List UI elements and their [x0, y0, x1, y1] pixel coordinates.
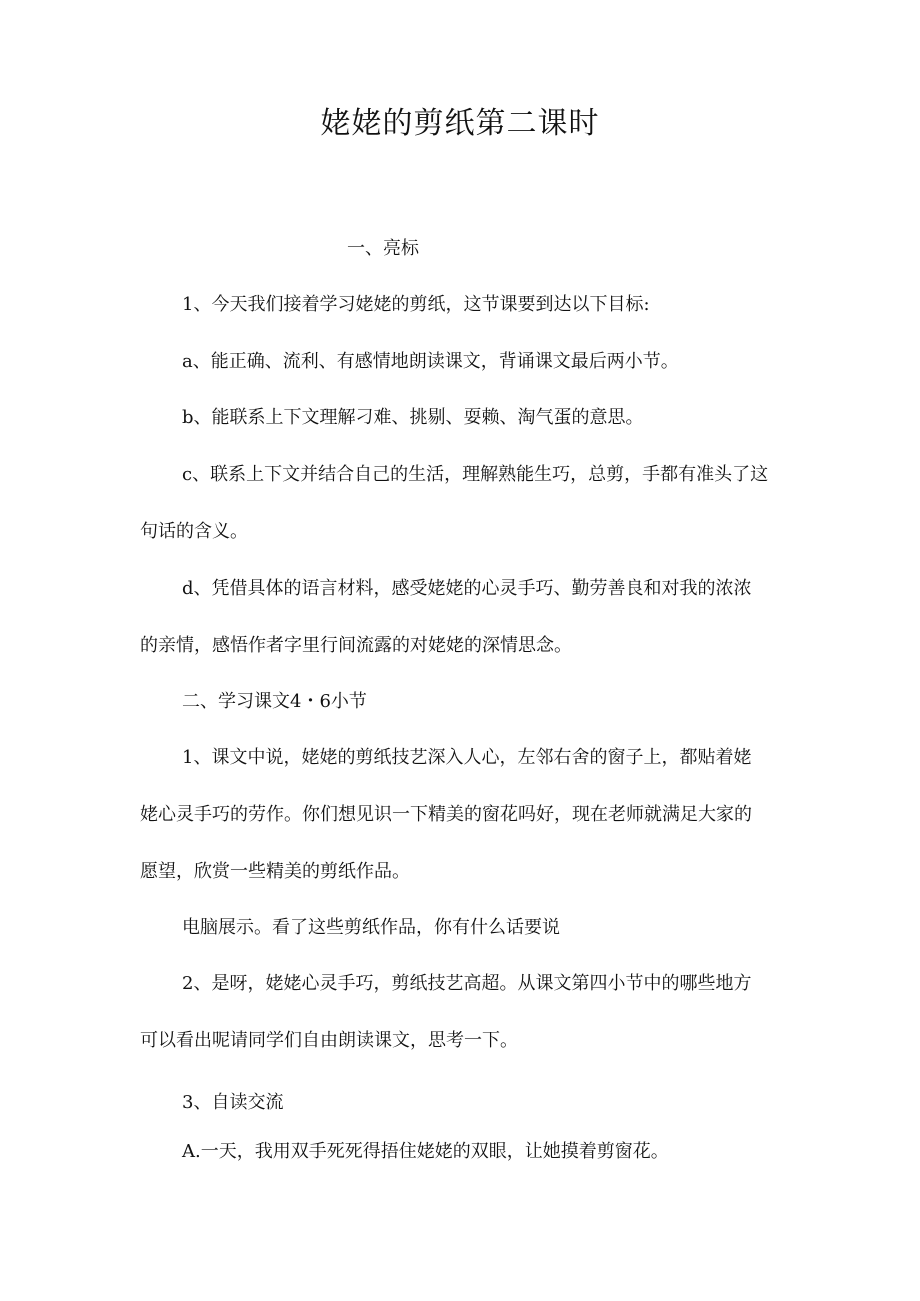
section-heading-1: 一、亮标: [347, 238, 419, 259]
page-title: 姥姥的剪纸第二课时: [320, 106, 600, 141]
paragraph-1-line-3: 愿望，欣赏一些精美的剪纸作品。: [140, 861, 410, 882]
goal-c-line-2: 句话的含义。: [140, 521, 248, 542]
computer-display-note: 电脑展示。看了这些剪纸作品，你有什么话要说: [182, 917, 560, 938]
goal-d-line-2: 的亲情，感悟作者字里行间流露的对姥姥的深情思念。: [140, 635, 572, 656]
goal-a: a、能正确、流利、有感情地朗读课文，背诵课文最后两小节。: [182, 351, 679, 372]
paragraph-2-line-2: 可以看出呢请同学们自由朗读课文，思考一下。: [140, 1030, 518, 1051]
paragraph-a: A.一天，我用双手死死得捂住姥姥的双眼，让她摸着剪窗花。: [182, 1141, 669, 1162]
paragraph-1-line-1: 1、课文中说，姥姥的剪纸技艺深入人心，左邻右舍的窗子上，都贴着姥: [182, 747, 752, 768]
paragraph-1-line-2: 姥心灵手巧的劳作。你们想见识一下精美的窗花吗好，现在老师就满足大家的: [140, 804, 752, 825]
goal-d-line-1: d、凭借具体的语言材料，感受姥姥的心灵手巧、勤劳善良和对我的浓浓: [182, 578, 752, 599]
paragraph-3: 3、自读交流: [182, 1092, 284, 1113]
goals-intro: 1、今天我们接着学习姥姥的剪纸，这节课要到达以下目标:: [182, 294, 650, 315]
goal-c-line-1: c、联系上下文并结合自己的生活，理解熟能生巧，总剪，手都有准头了这: [182, 464, 769, 485]
goal-b: b、能联系上下文理解刁难、挑剔、耍赖、淘气蛋的意思。: [182, 407, 644, 428]
section-heading-2: 二、学习课文4・6小节: [182, 691, 367, 712]
paragraph-2-line-1: 2、是呀，姥姥心灵手巧，剪纸技艺高超。从课文第四小节中的哪些地方: [182, 973, 752, 994]
